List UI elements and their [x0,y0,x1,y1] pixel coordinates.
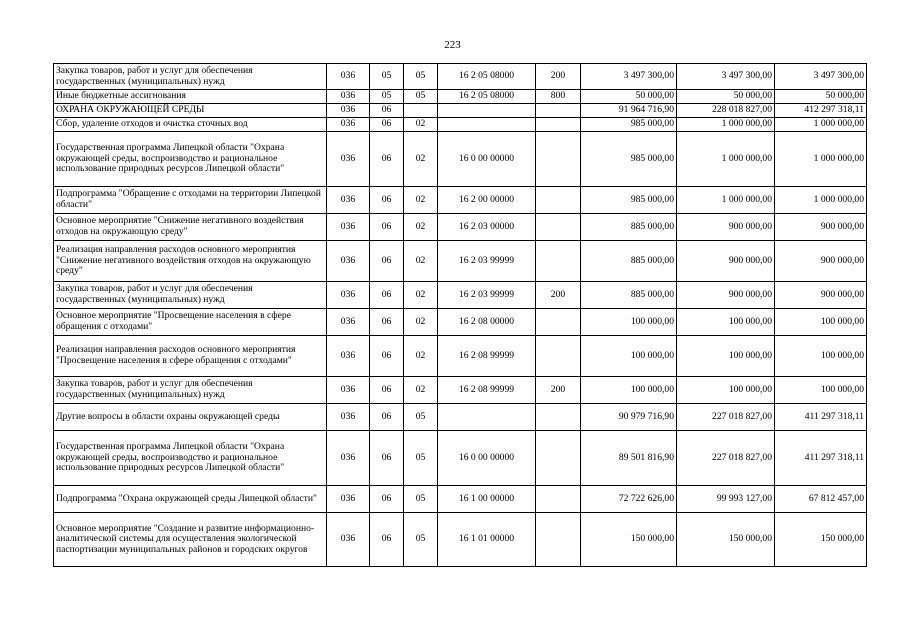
subsection-code: 02 [404,377,438,404]
amount-year-2: 100 000,00 [677,377,775,404]
row-name: Реализация направления расходов основного мероприятия "Снижение негативного воздействия отходов на окружающую среду" [54,241,327,282]
grbs-code: 036 [327,404,370,431]
table-row [54,513,867,567]
amount-year-2: 900 000,00 [677,241,775,282]
amount-year-3: 1 000 000,00 [775,132,867,187]
subsection-code: 02 [404,118,438,132]
target-article-code: 16 2 03 00000 [438,214,536,241]
subsection-code: 05 [404,513,438,567]
section-code: 06 [370,431,404,486]
amount-year-3: 411 297 318,11 [775,431,867,486]
amount-year-3: 412 297 318,11 [775,104,867,118]
grbs-code: 036 [327,486,370,513]
subsection-code: 05 [404,431,438,486]
table-row [54,336,867,377]
subsection-code: 05 [404,486,438,513]
amount-year-3: 1 000 000,00 [775,187,867,214]
grbs-code: 036 [327,309,370,336]
amount-year-3: 411 297 318,11 [775,404,867,431]
amount-year-1: 885 000,00 [581,282,677,309]
row-name: Закупка товаров, работ и услуг для обеспечения государственных (муниципальных) нужд [54,377,327,404]
amount-year-3: 100 000,00 [775,309,867,336]
row-name: Государственная программа Липецкой области "Охрана окружающей среды, воспроизводство и рациональное использование природных ресурсов Липецкой области" [54,132,327,187]
amount-year-3: 150 000,00 [775,513,867,567]
amount-year-2: 3 497 300,00 [677,64,775,90]
table-row [54,187,867,214]
table-row [54,241,867,282]
table-row [54,309,867,336]
grbs-code: 036 [327,513,370,567]
section-code: 06 [370,214,404,241]
expense-type-code [536,132,581,187]
expense-type-code [536,104,581,118]
table-row [54,486,867,513]
section-code: 05 [370,90,404,104]
section-code: 06 [370,187,404,214]
row-name: Сбор, удаление отходов и очистка сточных вод [54,118,327,132]
amount-year-2: 227 018 827,00 [677,404,775,431]
subsection-code: 02 [404,336,438,377]
subsection-code: 05 [404,64,438,90]
amount-year-1: 90 979 716,90 [581,404,677,431]
row-name: Основное мероприятие "Снижение негативного воздействия отходов на окружающую среду" [54,214,327,241]
target-article-code [438,104,536,118]
amount-year-1: 985 000,00 [581,132,677,187]
amount-year-1: 100 000,00 [581,377,677,404]
amount-year-3: 900 000,00 [775,282,867,309]
subsection-code: 02 [404,214,438,241]
target-article-code: 16 2 05 08000 [438,64,536,90]
section-code: 06 [370,513,404,567]
target-article-code: 16 1 01 00000 [438,513,536,567]
row-name: Основное мероприятие "Просвещение населения в сфере обращения с отходами" [54,309,327,336]
expense-type-code: 200 [536,64,581,90]
amount-year-2: 228 018 827,00 [677,104,775,118]
target-article-code: 16 2 00 00000 [438,187,536,214]
target-article-code: 16 2 08 99999 [438,377,536,404]
target-article-code: 16 2 03 99999 [438,241,536,282]
row-name: Государственная программа Липецкой области "Охрана окружающей среды, воспроизводство и рациональное использование природных ресурсов Липецкой области" [54,431,327,486]
amount-year-2: 50 000,00 [677,90,775,104]
grbs-code: 036 [327,104,370,118]
table-row [54,104,867,118]
target-article-code: 16 0 00 00000 [438,132,536,187]
grbs-code: 036 [327,90,370,104]
amount-year-2: 150 000,00 [677,513,775,567]
section-code: 06 [370,486,404,513]
amount-year-3: 100 000,00 [775,377,867,404]
amount-year-2: 99 993 127,00 [677,486,775,513]
row-name: Подпрограмма "Обращение с отходами на территории Липецкой области" [54,187,327,214]
grbs-code: 036 [327,282,370,309]
amount-year-3: 3 497 300,00 [775,64,867,90]
section-code: 06 [370,132,404,187]
expense-type-code [536,336,581,377]
page-number: 223 [444,39,461,51]
amount-year-1: 3 497 300,00 [581,64,677,90]
section-code: 06 [370,404,404,431]
amount-year-2: 1 000 000,00 [677,118,775,132]
section-code: 05 [370,64,404,90]
expense-type-code [536,431,581,486]
expense-type-code [536,241,581,282]
amount-year-1: 100 000,00 [581,336,677,377]
row-name: ОХРАНА ОКРУЖАЮЩЕЙ СРЕДЫ [54,104,327,118]
target-article-code [438,404,536,431]
amount-year-1: 985 000,00 [581,187,677,214]
amount-year-1: 150 000,00 [581,513,677,567]
expense-type-code [536,404,581,431]
row-name: Закупка товаров, работ и услуг для обеспечения государственных (муниципальных) нужд [54,282,327,309]
table-row [54,90,867,104]
table-row [54,282,867,309]
section-code: 06 [370,377,404,404]
amount-year-3: 50 000,00 [775,90,867,104]
target-article-code [438,118,536,132]
amount-year-1: 100 000,00 [581,309,677,336]
grbs-code: 036 [327,336,370,377]
grbs-code: 036 [327,64,370,90]
amount-year-3: 1 000 000,00 [775,118,867,132]
row-name: Реализация направления расходов основного мероприятия "Просвещение населения в сфере обращения с отходами" [54,336,327,377]
amount-year-2: 900 000,00 [677,282,775,309]
subsection-code [404,104,438,118]
expense-type-code [536,187,581,214]
subsection-code: 05 [404,404,438,431]
amount-year-1: 50 000,00 [581,90,677,104]
expense-type-code: 200 [536,377,581,404]
subsection-code: 02 [404,282,438,309]
table-row [54,118,867,132]
row-name: Основное мероприятие "Создание и развитие информационно-аналитической системы для осуществления экологической паспортизации муниципальных районов и городских округов [54,513,327,567]
expense-type-code [536,214,581,241]
subsection-code: 02 [404,187,438,214]
grbs-code: 036 [327,214,370,241]
budget-table [53,63,867,567]
section-code: 06 [370,336,404,377]
section-code: 06 [370,104,404,118]
grbs-code: 036 [327,132,370,187]
amount-year-2: 900 000,00 [677,214,775,241]
grbs-code: 036 [327,118,370,132]
amount-year-1: 885 000,00 [581,214,677,241]
subsection-code: 02 [404,309,438,336]
target-article-code: 16 1 00 00000 [438,486,536,513]
amount-year-1: 985 000,00 [581,118,677,132]
grbs-code: 036 [327,377,370,404]
amount-year-2: 100 000,00 [677,336,775,377]
table-row [54,404,867,431]
amount-year-1: 91 964 716,90 [581,104,677,118]
row-name: Иные бюджетные ассигнования [54,90,327,104]
section-code: 06 [370,282,404,309]
amount-year-3: 67 812 457,00 [775,486,867,513]
amount-year-3: 100 000,00 [775,336,867,377]
row-name: Другие вопросы в области охраны окружающей среды [54,404,327,431]
grbs-code: 036 [327,241,370,282]
expense-type-code [536,513,581,567]
target-article-code: 16 2 03 99999 [438,282,536,309]
amount-year-1: 89 501 816,90 [581,431,677,486]
row-name: Закупка товаров, работ и услуг для обеспечения государственных (муниципальных) нужд [54,64,327,90]
table-row [54,431,867,486]
expense-type-code: 800 [536,90,581,104]
target-article-code: 16 2 08 00000 [438,309,536,336]
amount-year-2: 100 000,00 [677,309,775,336]
amount-year-3: 900 000,00 [775,214,867,241]
grbs-code: 036 [327,187,370,214]
amount-year-2: 1 000 000,00 [677,187,775,214]
amount-year-1: 72 722 626,00 [581,486,677,513]
section-code: 06 [370,309,404,336]
amount-year-1: 885 000,00 [581,241,677,282]
expense-type-code [536,486,581,513]
amount-year-2: 1 000 000,00 [677,132,775,187]
table-row [54,132,867,187]
grbs-code: 036 [327,431,370,486]
amount-year-3: 900 000,00 [775,241,867,282]
table-row [54,214,867,241]
table-row [54,377,867,404]
subsection-code: 05 [404,90,438,104]
section-code: 06 [370,241,404,282]
amount-year-2: 227 018 827,00 [677,431,775,486]
subsection-code: 02 [404,241,438,282]
expense-type-code [536,309,581,336]
expense-type-code [536,118,581,132]
section-code: 06 [370,118,404,132]
target-article-code: 16 2 05 08000 [438,90,536,104]
subsection-code: 02 [404,132,438,187]
expense-type-code: 200 [536,282,581,309]
row-name: Подпрограмма "Охрана окружающей среды Липецкой области" [54,486,327,513]
target-article-code: 16 0 00 00000 [438,431,536,486]
target-article-code: 16 2 08 99999 [438,336,536,377]
table-row [54,64,867,90]
